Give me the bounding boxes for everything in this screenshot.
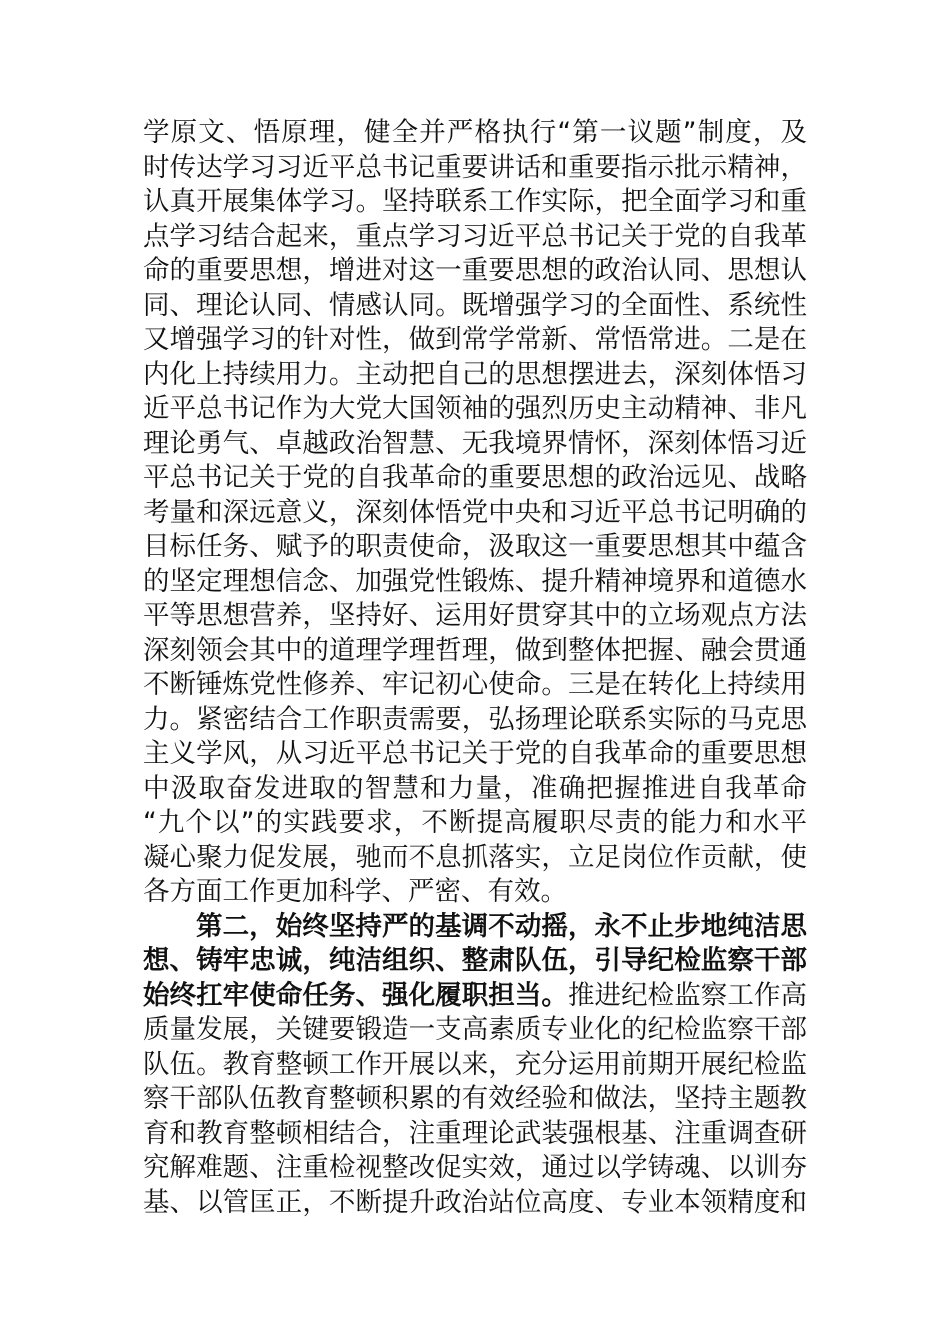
text-line: 命的重要思想，增进对这一重要思想的政治认同、思想认	[143, 255, 807, 286]
paragraph-1	[143, 116, 807, 910]
text-line: 点学习结合起来，重点学习习近平总书记关于党的自我革	[143, 220, 807, 252]
bold-heading-text: 始终扛牢使命任务、强化履职担当。	[143, 979, 568, 1011]
text-line: 基、以管匡正，不断提升政治站位高度、专业本领精度和	[143, 1186, 807, 1218]
text-line: 目标任务、赋予的职责使命，汲取这一重要思想其中蕴含	[143, 531, 807, 562]
text-line: 凝心聚力促发展，驰而不息抓落实，立足岗位作贡献，使	[143, 841, 807, 873]
body-text	[143, 116, 807, 1220]
text-line: 质量发展，关键要锻造一支高素质专业化的纪检监察干部	[143, 1014, 807, 1045]
bold-heading-line: 第二，始终坚持严的基调不动摇，永不止步地纯洁思	[196, 910, 807, 942]
text-line: 深刻领会其中的道理学理哲理，做到整体把握、融会贯通	[143, 634, 807, 666]
bold-heading-line: 想、铸牢忠诚，纯洁组织、整肃队伍，引导纪检监察干部	[143, 945, 807, 976]
text-run: 推进纪检监察工作高	[568, 979, 807, 1011]
text-line: “九个以”的实践要求，不断提高履职尽责的能力和水平	[143, 807, 807, 838]
text-line: 究解难题、注重检视整改促实效，通过以学铸魂、以训夯	[143, 1152, 807, 1183]
text-line: 认真开展集体学习。坚持联系工作实际，把全面学习和重	[143, 186, 807, 217]
text-line: 各方面工作更加科学、严密、有效。	[143, 876, 567, 907]
text-line: 察干部队伍教育整顿积累的有效经验和做法，坚持主题教	[143, 1083, 807, 1114]
text-line: 平总书记关于党的自我革命的重要思想的政治远见、战略	[143, 462, 807, 493]
text-line: 同、理论认同、情感认同。既增强学习的全面性、系统性	[143, 289, 807, 321]
text-line: 学原文、悟原理，健全并严格执行“第一议题”制度，及	[143, 117, 807, 148]
text-line: 考量和深远意义，深刻体悟党中央和习近平总书记明确的	[143, 496, 807, 528]
text-line: 中汲取奋发进取的智慧和力量，准确把握推进自我革命	[143, 772, 807, 804]
text-line: 时传达学习习近平总书记重要讲话和重要指示批示精神，	[143, 151, 807, 183]
text-line: 育和教育整顿相结合，注重理论武装强根基、注重调查研	[143, 1117, 807, 1149]
paragraph-2	[143, 910, 807, 1221]
text-line: 近平总书记作为大党大国领袖的强烈历史主动精神、非凡	[143, 393, 807, 424]
text-line: 不断锤炼党性修养、牢记初心使命。三是在转化上持续用	[143, 669, 807, 700]
text-line: 队伍。教育整顿工作开展以来，充分运用前期开展纪检监	[143, 1048, 807, 1080]
text-line: 主义学风，从习近平总书记关于党的自我革命的重要思想	[143, 738, 807, 769]
text-line: 内化上持续用力。主动把自己的思想摆进去，深刻体悟习	[143, 358, 807, 390]
mixed-line	[143, 979, 807, 1014]
text-line: 力。紧密结合工作职责需要，弘扬理论联系实际的马克思	[143, 703, 807, 735]
text-line: 平等思想营养，坚持好、运用好贯穿其中的立场观点方法	[143, 600, 807, 631]
text-line: 理论勇气、卓越政治智慧、无我境界情怀，深刻体悟习近	[143, 427, 807, 459]
text-line: 又增强学习的针对性，做到常学常新、常悟常进。二是在	[143, 324, 807, 355]
text-line: 的坚定理想信念、加强党性锻炼、提升精神境界和道德水	[143, 565, 807, 597]
